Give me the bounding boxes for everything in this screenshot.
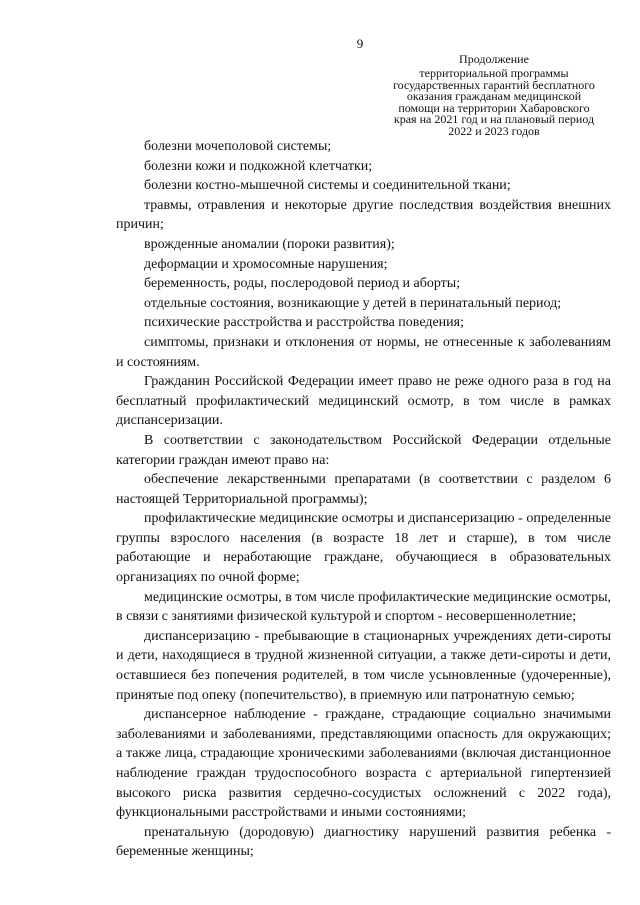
paragraph: медицинские осмотры, в том числе профилактические медицинские осмотры, в связи с занятиями физической культурой и спортом - несовершеннолетние;	[116, 589, 611, 625]
paragraph: болезни костно-мышечной системы и соединительной ткани;	[144, 178, 511, 194]
paragraph: обеспечение лекарственными препаратами (в соответствии с разделом 6 настоящей Территориальной программы);	[116, 472, 611, 507]
paragraph: диспансерное наблюдение - граждане, страдающие социально значимыми заболеваниями и заболеваниями, представляющими опасность для окружающих; а также лица, страдающие хроническими заболеваниями (включая дистанционное наблюдение граждан трудоспособного возраста с артериальной гипертензией высокого риска развития сердечно-сосудистых осложнений с 2022 года), функциональными расстройствами и иными состояниями;	[116, 707, 611, 821]
paragraph: В соответствии с законодательством Российской Федерации отдельные категории граждан имеют право на:	[116, 432, 611, 468]
continuation-label: Продолжение	[459, 52, 529, 66]
header-line: оказания гражданам медицинской	[406, 89, 582, 103]
page-number: 9	[356, 36, 364, 51]
header-line: помощи на территории Хабаровского	[398, 100, 590, 115]
paragraph: пренатальную (дородовую) диагностику нарушений развития ребенка - беременные женщины;	[116, 824, 611, 860]
paragraph: отдельные состояния, возникающие у детей в перинатальный период;	[144, 295, 562, 311]
paragraph: Гражданин Российской Федерации имеет право не реже одного раза в год на бесплатный профилактический медицинский осмотр, в том числе в рамках диспансеризации.	[116, 374, 611, 429]
paragraph: болезни кожи и подкожной клетчатки;	[144, 158, 373, 174]
header-line: территориальной программы	[419, 66, 569, 80]
paragraph: болезни мочеполовой системы;	[144, 139, 332, 154]
document-body	[116, 137, 611, 862]
paragraph: симптомы, признаки и отклонения от нормы, не отнесенные к заболеваниям и состояниям.	[116, 334, 611, 370]
paragraph: беременность, роды, послеродовой период и аборты;	[144, 276, 461, 292]
paragraph: диспансеризацию - пребывающие в стационарных учреждениях дети-сироты и дети, находящиеся в трудной жизненной ситуации, а также дети-сироты и дети, оставшиеся без попечения родителей, в том числе усыновленные (удочеренные), принятые под опеку (попечительство), в приемную или патронатную семью;	[116, 628, 611, 703]
header-line: края на 2021 год и на плановый период	[393, 112, 595, 126]
paragraph: психические расстройства и расстройства поведения;	[144, 315, 464, 331]
header-line: 2022 и 2023 годов	[448, 123, 540, 138]
header-line: государственных гарантий бесплатного	[393, 77, 595, 92]
document-header	[378, 68, 610, 137]
paragraph: деформации и хромосомные нарушения;	[144, 256, 388, 272]
paragraph: врожденные аномалии (пороки развития);	[144, 236, 395, 252]
paragraph: профилактические медицинские осмотры и диспансеризацию - определенные группы взрослого населения (в возрасте 18 лет и старше), в том числе работающие и неработающие граждане, обучающиеся в образовательных организациях по очной форме;	[116, 511, 611, 586]
paragraph: травмы, отравления и некоторые другие последствия воздействия внешних причин;	[116, 197, 611, 233]
